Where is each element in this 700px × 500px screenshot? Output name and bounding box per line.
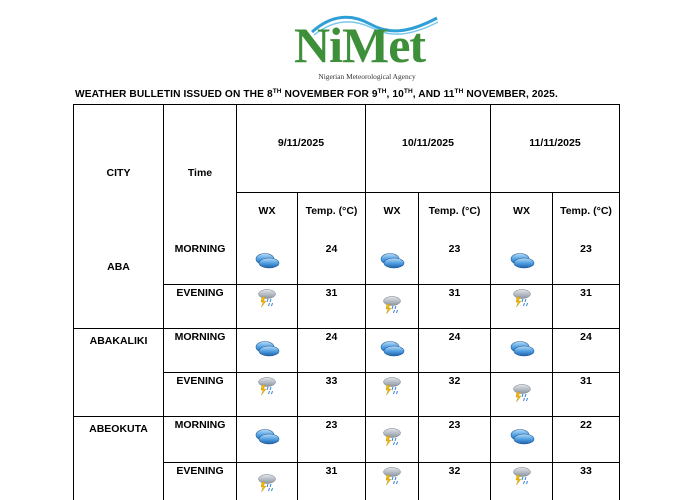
cloudy-icon (237, 329, 298, 373)
thunderstorm-icon (237, 463, 298, 500)
header-row (74, 105, 620, 193)
cloudy-icon (366, 241, 419, 285)
time-header: Time (164, 105, 237, 241)
city-name: ABAKALIKI (74, 329, 164, 417)
table-row (74, 329, 620, 373)
temperature-value: 31 (298, 285, 366, 329)
temperature-value: 23 (298, 417, 366, 463)
date-header: 10/11/2025 (366, 105, 491, 193)
city-name: ABA (74, 241, 164, 329)
thunderstorm-icon (366, 285, 419, 329)
time-slot: MORNING (164, 329, 237, 373)
temperature-value: 24 (419, 329, 491, 373)
thunderstorm-icon (366, 417, 419, 463)
temperature-value: 31 (553, 285, 620, 329)
thunderstorm-icon (491, 285, 553, 329)
time-slot: MORNING (164, 241, 237, 285)
temperature-value: 23 (553, 241, 620, 285)
forecast-table (73, 104, 620, 500)
time-slot: EVENING (164, 285, 237, 329)
wx-header: WX (513, 204, 530, 217)
table-row (74, 241, 620, 285)
logo-wordmark: NiMet (294, 17, 426, 73)
temp-header: Temp. (°C) (305, 204, 358, 217)
time-slot: EVENING (164, 463, 237, 500)
time-slot: MORNING (164, 417, 237, 463)
temperature-value: 24 (553, 329, 620, 373)
temp-header: Temp. (°C) (560, 204, 612, 217)
temperature-value: 33 (553, 463, 620, 500)
wx-header: WX (258, 204, 276, 217)
cloudy-icon (237, 417, 298, 463)
temp-header: Temp. (°C) (428, 204, 481, 217)
cloudy-icon (491, 417, 553, 463)
cloudy-icon (491, 241, 553, 285)
cloudy-icon (237, 241, 298, 285)
thunderstorm-icon (237, 285, 298, 329)
table-row (74, 417, 620, 463)
thunderstorm-icon (366, 373, 419, 417)
temperature-value: 23 (419, 241, 491, 285)
temperature-value: 23 (419, 417, 491, 463)
temperature-value: 33 (298, 373, 366, 417)
city-name: ABEOKUTA (74, 417, 164, 500)
agency-name: Nigerian Meteorological Agency (318, 72, 416, 81)
bulletin-title: WEATHER BULLETIN ISSUED ON THE 8TH NOVEMBER FOR 9TH, 10TH, AND 11TH NOVEMBER, 2025. (75, 88, 558, 100)
date-header: 9/11/2025 (237, 105, 366, 193)
thunderstorm-icon (366, 463, 419, 500)
temperature-value: 32 (419, 373, 491, 417)
thunderstorm-icon (491, 373, 553, 417)
city-header: CITY (74, 105, 164, 241)
thunderstorm-icon (491, 463, 553, 500)
cloudy-icon (366, 329, 419, 373)
date-header: 11/11/2025 (491, 105, 620, 193)
thunderstorm-icon (237, 373, 298, 417)
temperature-value: 24 (298, 241, 366, 285)
time-slot: EVENING (164, 373, 237, 417)
temperature-value: 32 (419, 463, 491, 500)
temperature-value: 31 (419, 285, 491, 329)
nimet-logo (292, 10, 442, 81)
wx-header: WX (383, 204, 401, 217)
cloudy-icon (491, 329, 553, 373)
temperature-value: 22 (553, 417, 620, 463)
temperature-value: 24 (298, 329, 366, 373)
temperature-value: 31 (553, 373, 620, 417)
temperature-value: 31 (298, 463, 366, 500)
